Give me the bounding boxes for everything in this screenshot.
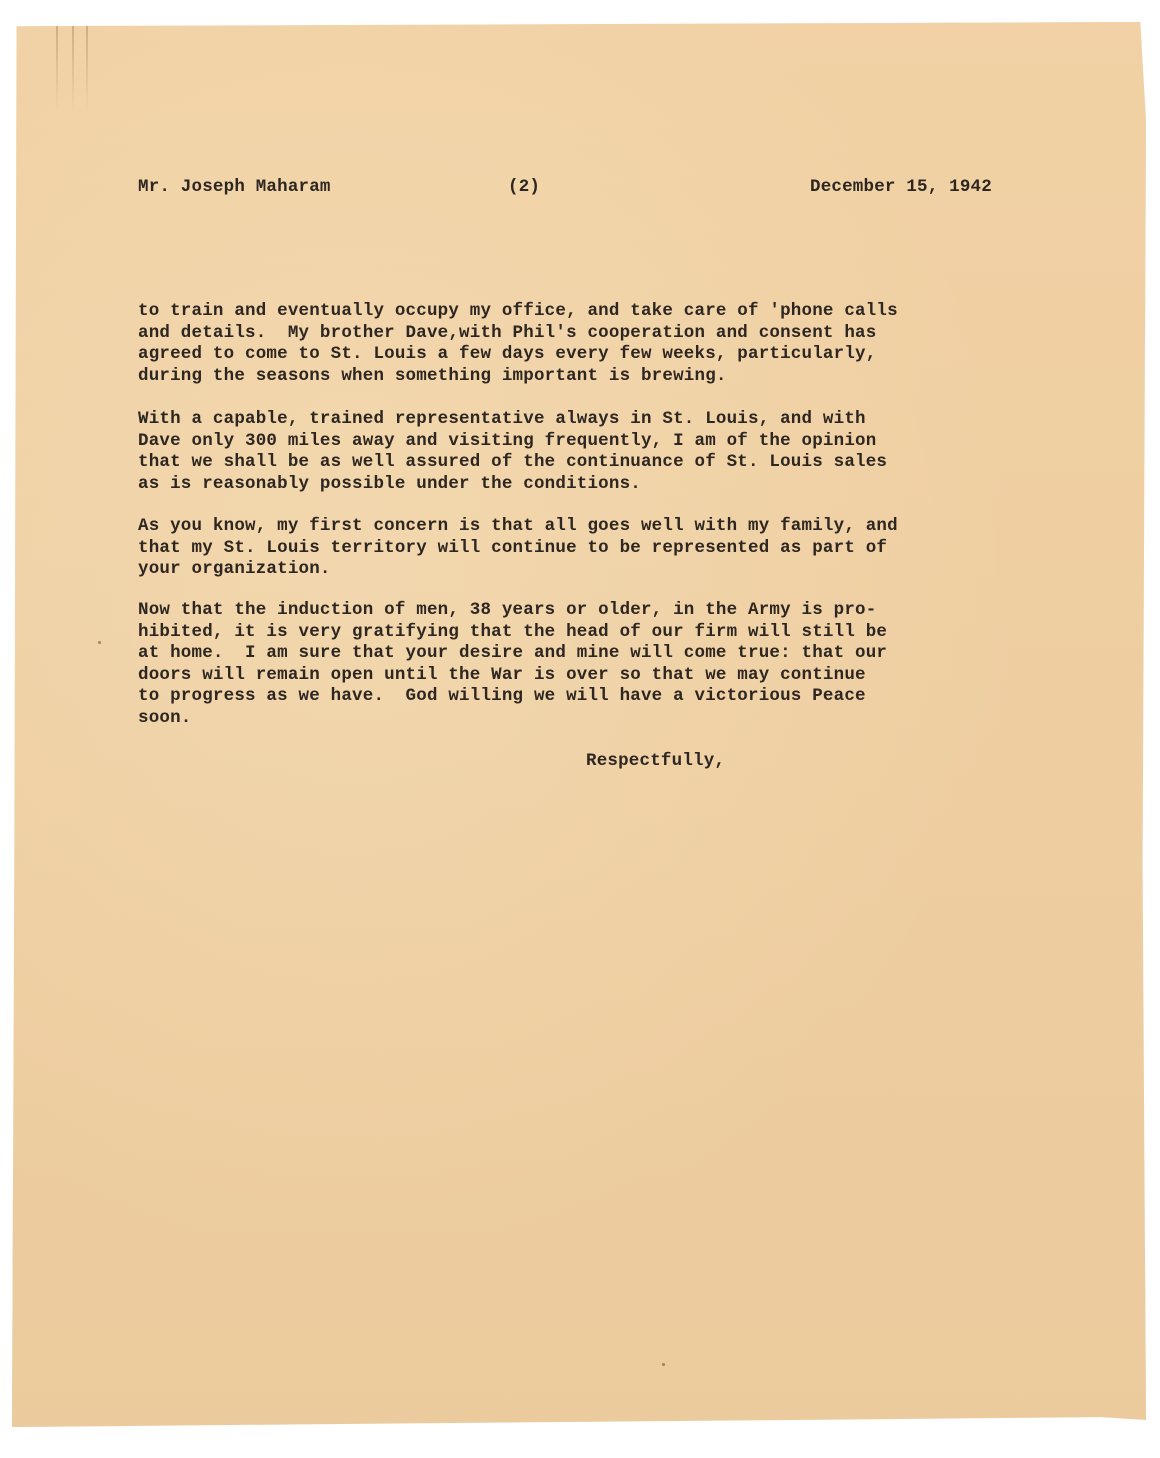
letter-date: December 15, 1942 <box>810 177 992 197</box>
text-line: to progress as we have. God willing we will have a victorious Peace <box>138 686 866 706</box>
page-number: (2) <box>508 177 541 197</box>
text-line: your organization. <box>138 559 331 579</box>
text-line: agreed to come to St. Louis a few days every few weeks, particularly, <box>138 344 877 364</box>
paper-crease <box>72 22 74 112</box>
text-line: during the seasons when something important is brewing. <box>138 365 727 386</box>
text-line: With a capable, trained representative always in St. Louis, and with <box>138 409 866 429</box>
text-line: As you know, my first concern is that all goes well with my family, and <box>138 516 898 536</box>
paper-crease <box>56 22 58 112</box>
text-line: doors will remain open until the War is over so that we may continue <box>138 664 866 685</box>
text-line: hibited, it is very gratifying that the head of our firm will still be <box>138 621 888 642</box>
text-line: and details. My brother Dave,with Phil's cooperation and consent has <box>138 322 877 343</box>
text-line: that my St. Louis territory will continue to be represented as part of <box>138 537 888 558</box>
text-line: at home. I am sure that your desire and mine will come true: that our <box>138 643 888 663</box>
paragraph <box>138 600 887 729</box>
paper-speck <box>662 1363 665 1366</box>
text-line: to train and eventually occupy my office, and take care of 'phone calls <box>138 301 898 321</box>
paragraph <box>138 516 898 581</box>
text-line: that we shall be as well assured of the continuance of St. Louis sales <box>138 452 888 472</box>
text-line: Now that the induction of men, 38 years or older, in the Army is pro- <box>138 600 877 620</box>
text-line: soon. <box>138 707 192 728</box>
recipient-name: Mr. Joseph Maharam <box>138 177 331 197</box>
paper-crease <box>86 22 88 112</box>
text-line: as is reasonably possible under the conditions. <box>138 473 641 494</box>
paragraph <box>138 409 887 495</box>
paragraph <box>138 301 898 387</box>
text-line: Dave only 300 miles away and visiting frequently, I am of the opinion <box>138 430 877 451</box>
paper-speck <box>98 641 101 644</box>
closing-salutation: Respectfully, <box>586 751 726 771</box>
